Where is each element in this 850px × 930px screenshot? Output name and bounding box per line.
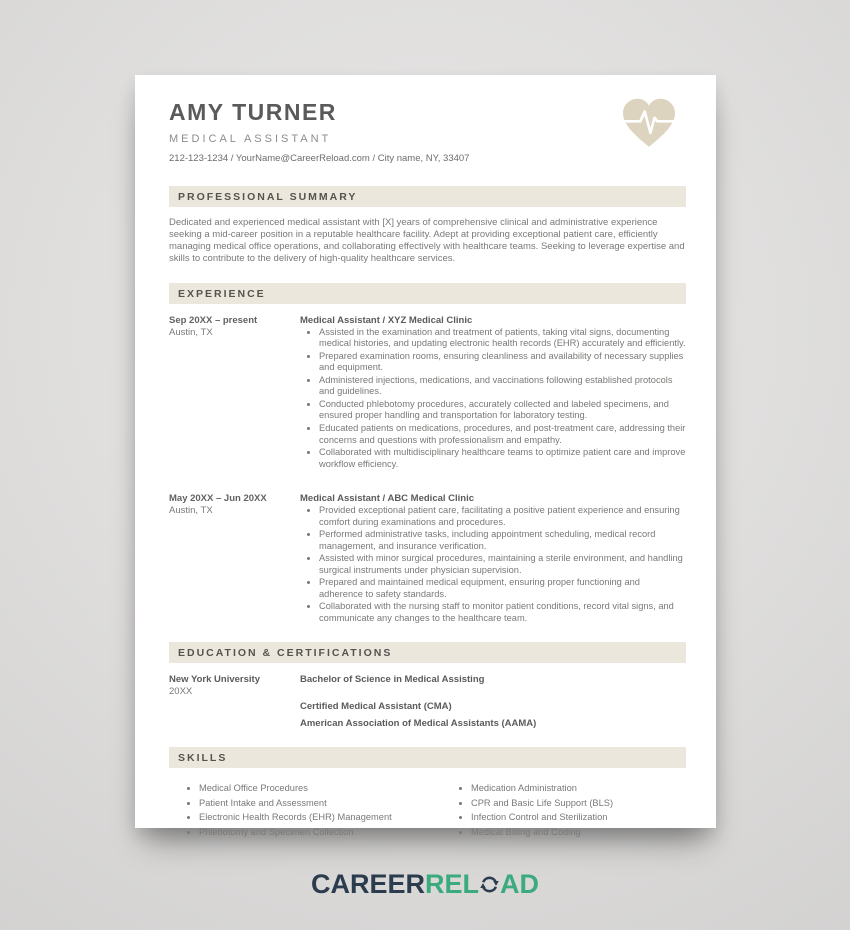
education-year: 20XX (169, 686, 193, 698)
skill-item: • Medication Administration (471, 781, 686, 796)
experience-dates: May 20XX – Jun 20XX (169, 493, 267, 505)
experience-bullet: • Collaborated with multidisciplinary healthcare teams to optimize patient care and improve workflow efficiency. (319, 447, 686, 470)
careerreload-logo[interactable] (0, 871, 850, 898)
logo-text-rel: REL (425, 869, 479, 899)
contact-line: 212-123-1234 / YourName@CareerReload.com / City name, NY, 33407 (169, 153, 470, 164)
experience-entry (169, 493, 686, 624)
resume-page (135, 75, 716, 837)
experience-bullet-list (300, 505, 686, 624)
experience-dates: Sep 20XX – present (169, 314, 258, 326)
experience-bullet: • Assisted with minor surgical procedures, maintaining a sterile environment, and handling surgical instruments under physician supervision. (319, 553, 686, 576)
experience-bullet-list (300, 327, 686, 470)
certification: Certified Medical Assistant (CMA) (300, 701, 452, 713)
resume-content (135, 75, 716, 837)
skills-list-right (441, 781, 686, 839)
experience-details (300, 315, 686, 470)
experience-bullet: • Administered injections, medications, and vaccinations following established protocols and guidelines. (319, 375, 686, 398)
education-degree: Bachelor of Science in Medical Assisting (300, 674, 485, 686)
experience-bullet: • Assisted in the examination and treatment of patients, taking vital signs, documenting medical histories, and updating electronic health records (EHR) accurately and efficiently. (319, 327, 686, 350)
education-entry (169, 674, 686, 729)
experience-bullet: • Performed administrative tasks, including appointment scheduling, medical record management, and insurance verification. (319, 529, 686, 552)
skill-item: • Medical Billing and Coding (471, 825, 686, 840)
education-details (300, 674, 686, 729)
experience-bullet: • Conducted phlebotomy procedures, accurately collected and labeled specimens, and ensured proper handling and transportation for laboratory testing. (319, 399, 686, 422)
summary-text: Dedicated and experienced medical assistant with [X] years of comprehensive clinical and administrative experience seeking a mid-career position in a reputable healthcare facility. Adept at providing exceptional patient care, efficiently managing medical office operations, and collaborating effectively with healthcare teams. Seeking to leverage expertise and skills to contribute to the delivery of high-quality healthcare services. (169, 217, 685, 264)
experience-bullet: • Prepared and maintained medical equipment, ensuring proper functioning and adherence to safety standards. (319, 577, 686, 600)
certification: American Association of Medical Assistants (AAMA) (300, 718, 537, 730)
candidate-name: AMY TURNER (169, 99, 337, 125)
skill-item: • CPR and Basic Life Support (BLS) (471, 796, 686, 811)
experience-entry (169, 315, 686, 470)
experience-meta (169, 315, 300, 470)
logo-text-ad: AD (500, 869, 539, 899)
heartbeat-heart-icon (620, 97, 678, 149)
section-heading-education: EDUCATION & CERTIFICATIONS (169, 642, 686, 663)
experience-location: Austin, TX (169, 505, 213, 517)
experience-location: Austin, TX (169, 326, 213, 338)
experience-details (300, 493, 686, 624)
skill-item: • Phlebotomy and Specimen Collection (199, 825, 441, 840)
experience-meta (169, 493, 300, 624)
education-school: New York University (169, 674, 260, 686)
experience-bullet: • Collaborated with the nursing staff to monitor patient conditions, record vital signs, and communicate any changes to the healthcare team. (319, 601, 686, 624)
experience-job-title: Medical Assistant / XYZ Medical Clinic (300, 314, 473, 326)
candidate-title: MEDICAL ASSISTANT (169, 133, 332, 145)
skills-list-left (169, 781, 441, 839)
experience-job-title: Medical Assistant / ABC Medical Clinic (300, 493, 475, 505)
skill-item: • Infection Control and Sterilization (471, 810, 686, 825)
section-heading-summary: PROFESSIONAL SUMMARY (169, 186, 686, 207)
experience-bullet: • Provided exceptional patient care, facilitating a positive patient experience and ensuring comfort during examinations and procedures. (319, 505, 686, 528)
section-heading-skills: SKILLS (169, 747, 686, 768)
section-heading-experience: EXPERIENCE (169, 283, 686, 304)
experience-bullet: • Prepared examination rooms, ensuring cleanliness and availability of necessary supplies and equipment. (319, 351, 686, 374)
skill-item: • Patient Intake and Assessment (199, 796, 441, 811)
resume-header (169, 99, 686, 164)
experience-bullet: • Educated patients on medications, procedures, and post-treatment care, addressing their concerns and questions with professionalism and empathy. (319, 423, 686, 446)
reload-arrows-icon (479, 869, 500, 899)
logo-text-career: CAREER (310, 869, 425, 899)
skill-item: • Electronic Health Records (EHR) Management (199, 810, 441, 825)
skill-item: • Medical Office Procedures (199, 781, 441, 796)
skills-columns (169, 781, 686, 839)
education-meta (169, 674, 300, 729)
